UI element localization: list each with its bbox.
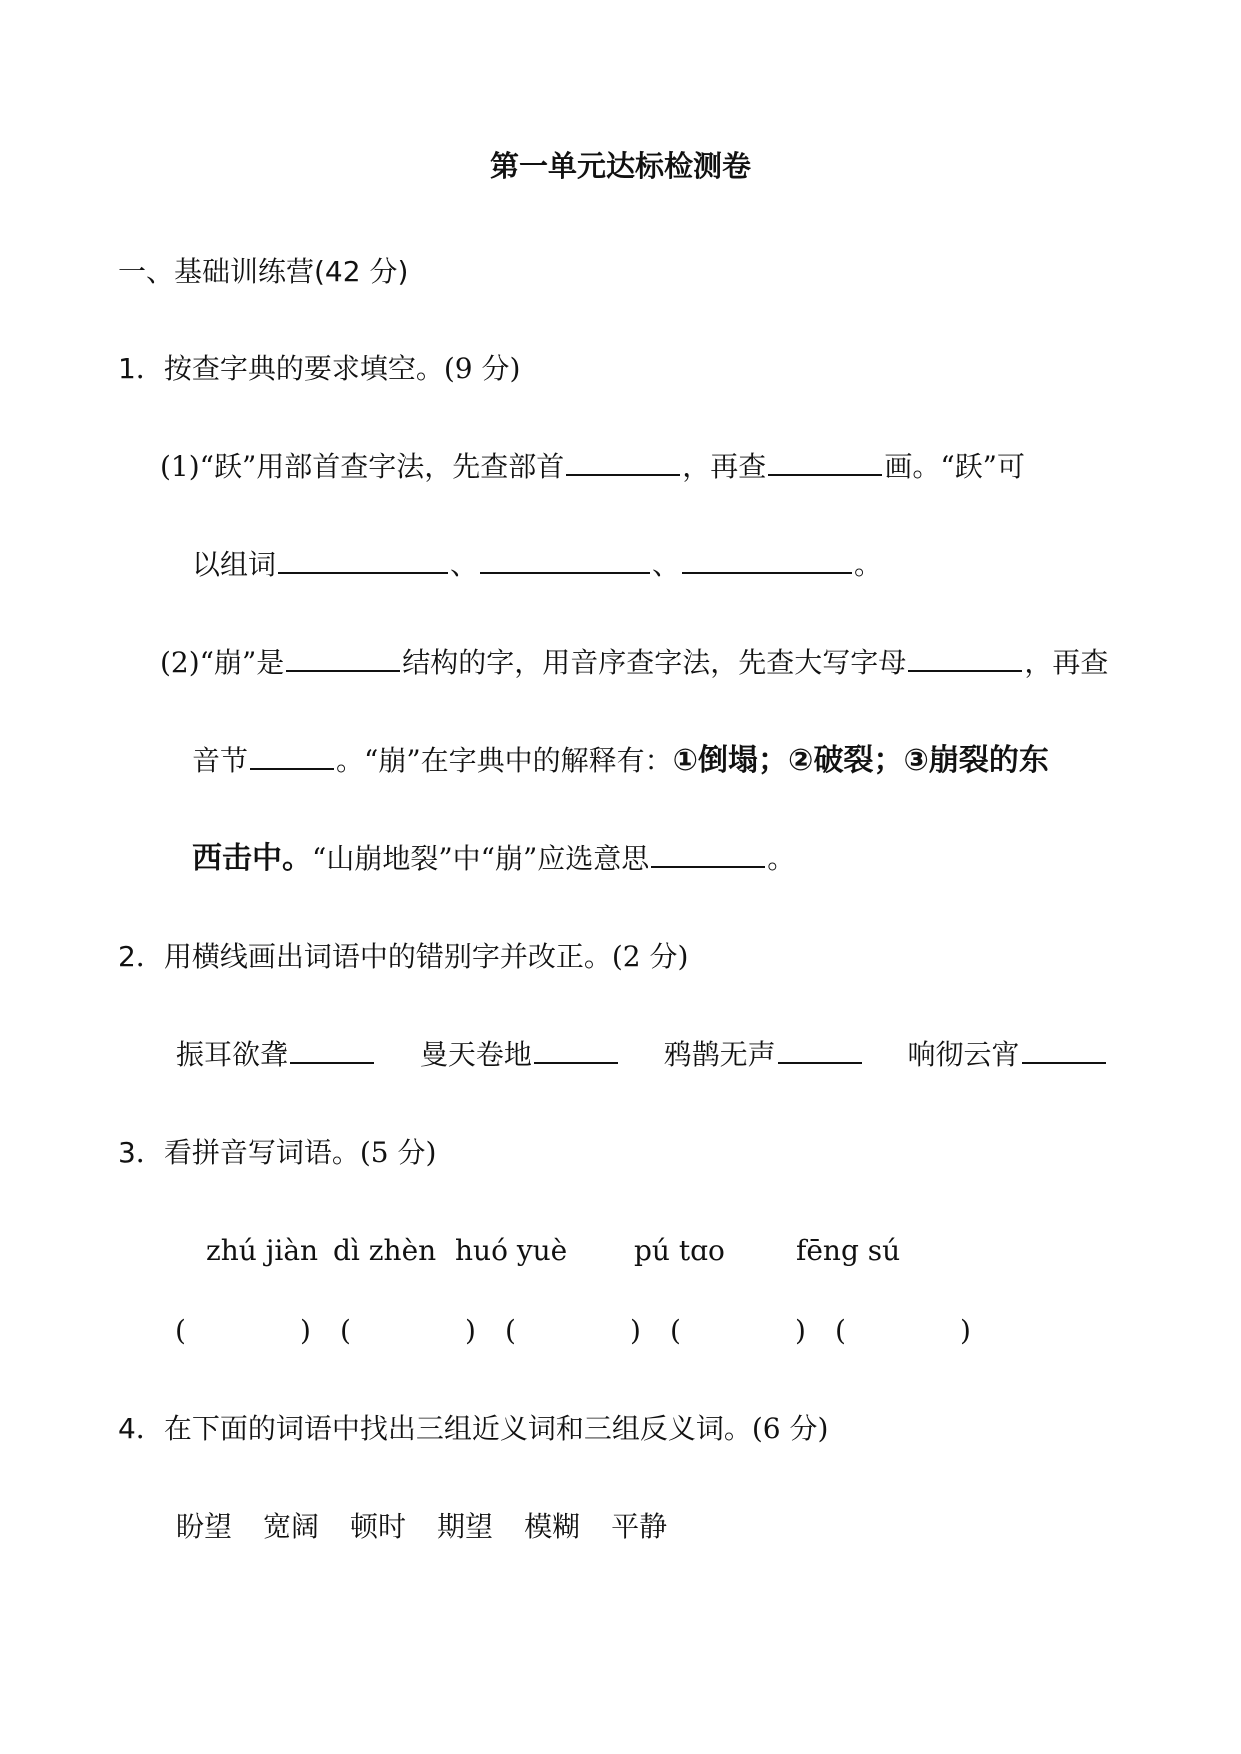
- separator: 、: [652, 548, 681, 581]
- q1-part2-text: 结构的字，用音序查字法，先查大写字母: [402, 646, 907, 679]
- blank-word-1[interactable]: [278, 546, 448, 574]
- question-2: [118, 937, 688, 977]
- page-title: 第一单元达标检测卷: [489, 149, 751, 183]
- question-number: 4．: [118, 1412, 164, 1445]
- answer-paren-4-close: ): [795, 1314, 806, 1347]
- q4-word: 模糊: [524, 1510, 581, 1543]
- q1-part2-text: 音节: [192, 744, 249, 777]
- answer-paren-3-close: ): [630, 1314, 641, 1347]
- q4-word: 顿时: [350, 1510, 407, 1543]
- q1-part2-text: (2)“崩”是: [160, 646, 285, 679]
- q1-part1-text: 以组词: [192, 548, 277, 581]
- pinyin-4: pú tɑo: [634, 1234, 725, 1267]
- q1-part2-text: 。“崩”在字典中的解释有：: [336, 744, 673, 777]
- blank-strokes[interactable]: [768, 448, 882, 476]
- q2-word: 振耳欲聋: [176, 1038, 289, 1071]
- answer-paren-4-open: (: [670, 1314, 681, 1347]
- q1-part1-text: ，再查: [682, 450, 767, 483]
- blank-syllable[interactable]: [250, 742, 334, 770]
- blank-radical[interactable]: [566, 448, 680, 476]
- blank-correction[interactable]: [534, 1036, 618, 1064]
- blank-correction[interactable]: [778, 1036, 862, 1064]
- q2-word: 曼天卷地: [419, 1038, 532, 1071]
- answer-paren-1-open: (: [175, 1314, 186, 1347]
- answer-paren-3-open: (: [505, 1314, 516, 1347]
- q1-part1-text: 画。“跃”可: [884, 450, 1025, 483]
- q1-part1-line2: [192, 545, 882, 585]
- q1-part1-text: (1)“跃”用部首查字法，先查部首: [160, 450, 565, 483]
- period: 。: [767, 842, 796, 875]
- question-3: [118, 1133, 436, 1173]
- answer-paren-5-open: (: [835, 1314, 846, 1347]
- q2-words-row: [176, 1035, 1108, 1075]
- answer-paren-2-open: (: [340, 1314, 351, 1347]
- blank-correction[interactable]: [290, 1036, 374, 1064]
- pinyin-1: zhú jiàn: [206, 1234, 319, 1267]
- q4-word: 平静: [611, 1510, 668, 1543]
- blank-word-3[interactable]: [682, 546, 852, 574]
- q1-part2-line1: [160, 643, 1108, 683]
- pinyin-3: huó yuè: [455, 1234, 568, 1267]
- blank-meaning[interactable]: [651, 840, 765, 868]
- q1-part2-line3: [192, 839, 795, 879]
- q4-word: 期望: [437, 1510, 494, 1543]
- q4-word: 宽阔: [263, 1510, 320, 1543]
- question-4: [118, 1409, 828, 1449]
- question-number: 2．: [118, 940, 164, 973]
- blank-word-2[interactable]: [480, 546, 650, 574]
- definition-list: ①倒塌；②破裂；③崩裂的东: [672, 743, 1049, 778]
- q4-words-row: [176, 1507, 667, 1547]
- definition-list: 西击中。: [192, 841, 312, 876]
- question-1: [118, 349, 520, 389]
- blank-correction[interactable]: [1022, 1036, 1106, 1064]
- question-number: 1．: [118, 352, 164, 385]
- blank-structure[interactable]: [286, 644, 400, 672]
- question-text: 用横线画出词语中的错别字并改正。(2 分): [163, 940, 689, 973]
- q1-part2-text: ，再查: [1024, 646, 1109, 679]
- section-heading: 一、基础训练营(42 分): [118, 255, 409, 288]
- question-text: 看拼音写词语。(5 分): [163, 1136, 437, 1169]
- q2-word: 鸦鹊无声: [663, 1038, 776, 1071]
- q4-word: 盼望: [176, 1510, 233, 1543]
- question-number: 3．: [118, 1136, 164, 1169]
- pinyin-2: dì zhèn: [333, 1234, 437, 1267]
- answer-paren-5-close: ): [960, 1314, 971, 1347]
- q2-word: 响彻云宵: [907, 1038, 1020, 1071]
- pinyin-5: fēng sú: [796, 1234, 901, 1267]
- question-text: 按查字典的要求填空。(9 分): [163, 352, 521, 385]
- separator: 、: [450, 548, 479, 581]
- answer-paren-1-close: ): [300, 1314, 311, 1347]
- q1-part2-line2: [192, 741, 1049, 781]
- blank-letter[interactable]: [908, 644, 1022, 672]
- period: 。: [854, 548, 883, 581]
- question-text: 在下面的词语中找出三组近义词和三组反义词。(6 分): [163, 1412, 829, 1445]
- answer-paren-2-close: ): [465, 1314, 476, 1347]
- q1-part2-text: “山崩地裂”中“崩”应选意思: [312, 842, 650, 875]
- q1-part1-line1: [160, 447, 1025, 487]
